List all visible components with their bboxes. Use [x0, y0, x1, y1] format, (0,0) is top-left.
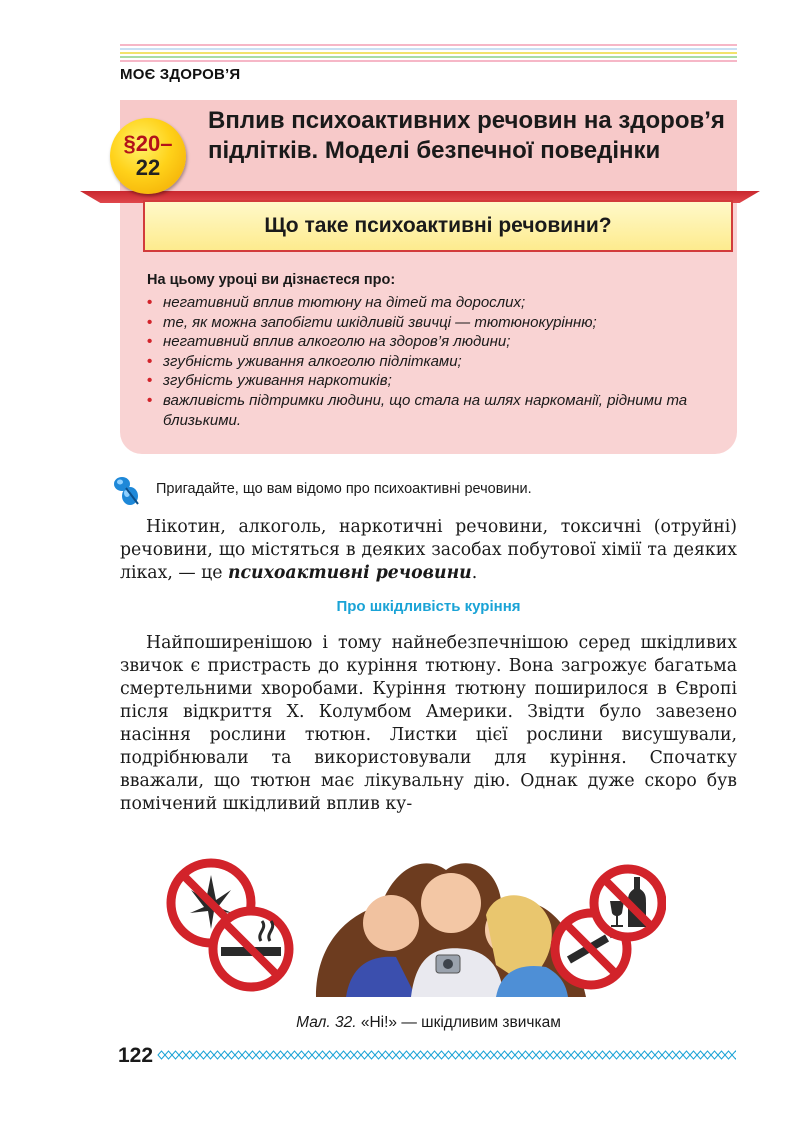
diamond-ornament [711, 1051, 718, 1059]
diamond-ornament [158, 1051, 165, 1059]
diamond-ornament [550, 1051, 557, 1059]
learn-item: • важливість підтримки людини, що стала на шлях наркоманії, рідними та близькими. [147, 391, 688, 429]
diamond-ornament [613, 1051, 620, 1059]
diamond-ornament [270, 1051, 277, 1059]
diamond-ornament [305, 1051, 312, 1059]
lesson-title: Вплив психоактивних речовин на здоров’я підлітків. Моделі безпечної поведінки [208, 107, 725, 164]
stripe [120, 56, 737, 58]
diamond-ornament [340, 1051, 347, 1059]
diamond-ornament [375, 1051, 382, 1059]
diamond-ornament [326, 1051, 333, 1059]
learn-item: • негативний вплив алкоголю на здоров’я людини; [147, 333, 511, 351]
paragraph-intro: Нікотин, алкоголь, наркотичні речовини, токсичні (отруйні) речовини, що містяться в деяких засобах побутової хімії та деяких ліках, — це психоактивні речовини. [120, 517, 737, 583]
learn-heading: На цьому уроці ви дізнаєтеся про: [147, 272, 396, 288]
diamond-ornament [256, 1051, 263, 1059]
figure-caption [120, 1014, 737, 1032]
lesson-question: Що таке психоактивні речовини? [264, 214, 612, 237]
diamond-ornament [389, 1051, 396, 1059]
diamond-ornament [319, 1051, 326, 1059]
diamond-ornament [193, 1051, 200, 1059]
learn-item: • згубність уживання алкоголю підлітками; [147, 352, 462, 370]
diamond-ornament [718, 1051, 725, 1059]
diamond-ornament [648, 1051, 655, 1059]
diamond-ornament [704, 1051, 711, 1059]
diamond-ornament [438, 1051, 445, 1059]
diamond-ornament [585, 1051, 592, 1059]
no-alcohol-sign-icon [594, 869, 662, 937]
diamond-ornament [697, 1051, 704, 1059]
learn-list [147, 293, 717, 430]
figure-caption-text: «Ні!» — шкідливим звичкам [356, 1014, 561, 1031]
diamond-ornament [445, 1051, 452, 1059]
diamond-ornament [655, 1051, 662, 1059]
teens-photo [316, 863, 586, 997]
diamond-ornament [480, 1051, 487, 1059]
recall-prompt: Пригадайте, що вам відомо про психоактивні речовини. [156, 481, 532, 497]
diamond-ornament [501, 1051, 508, 1059]
paragraph-number-line2: 22 [135, 155, 161, 180]
decorative-stripes [120, 44, 737, 64]
diamond-ornament [564, 1051, 571, 1059]
diamond-ornament [592, 1051, 599, 1059]
diamond-ornament [396, 1051, 403, 1059]
stripe [120, 48, 737, 50]
learn-item: • згубність уживання наркотиків; [147, 372, 392, 390]
diamond-ornament [578, 1051, 585, 1059]
diamond-ornament [165, 1051, 172, 1059]
diamond-ornament [214, 1051, 221, 1059]
diamond-ornament [249, 1051, 256, 1059]
diamond-ornament [662, 1051, 669, 1059]
diamond-ornament [312, 1051, 319, 1059]
diamond-ornament [529, 1051, 536, 1059]
decorative-diamond-border [156, 1049, 736, 1061]
paragraph-smoking: Найпоширенішою і тому найнебезпечнішою серед шкідливих звичок є пристрасть до куріння тютюну. Вона загрожує багатьма смертельними хворобами. Куріння тютюну поширилося в Європі після відкриття Х. Колумбом Америки. Звідти було завезено насіння рослини тютюн. Листки цієї рослини висушували, подрібнювали та використовували для куріння. Спочатку вважали, що тютюн має лікувальну дію. Однак дуже скоро був помічений шкідливий вплив ку- [120, 633, 737, 814]
diamond-ornament [641, 1051, 648, 1059]
diamond-ornament [361, 1051, 368, 1059]
learn-item: • те, як можна запобігти шкідливій звичці — тютюнокурінню; [147, 313, 597, 331]
diamond-ornament [221, 1051, 228, 1059]
diamond-ornament [599, 1051, 606, 1059]
learn-item: • негативний вплив тютюну на дітей та дорослих; [147, 294, 526, 311]
diamond-ornament [207, 1051, 214, 1059]
diamond-ornament [410, 1051, 417, 1059]
diamond-ornament [627, 1051, 634, 1059]
diamond-ornament [536, 1051, 543, 1059]
illustration-no-bad-habits [166, 845, 666, 997]
diamond-ornament [494, 1051, 501, 1059]
diamond-ornament [403, 1051, 410, 1059]
emphasis-term: психоактивні речовини [227, 563, 472, 583]
diamond-ornament [557, 1051, 564, 1059]
diamond-ornament [354, 1051, 361, 1059]
diamond-ornament [620, 1051, 627, 1059]
paragraph-number-badge [110, 118, 186, 194]
diamond-ornament [347, 1051, 354, 1059]
diamond-ornament [284, 1051, 291, 1059]
paragraph-number-line1: §20– [123, 131, 173, 156]
no-smoking-sign-icon [213, 911, 289, 987]
diamond-ornament [298, 1051, 305, 1059]
diamond-ornament [263, 1051, 270, 1059]
diamond-ornament [606, 1051, 613, 1059]
page-number: 122 [118, 1044, 154, 1067]
diamond-ornament [508, 1051, 515, 1059]
figure-label: Мал. 32. [296, 1014, 357, 1031]
diamond-ornament [172, 1051, 179, 1059]
diamond-ornament [732, 1051, 736, 1059]
diamond-ornament [368, 1051, 375, 1059]
lesson-question-box [143, 200, 733, 252]
stripe [120, 60, 737, 62]
stripe [120, 52, 737, 54]
diamond-ornament [683, 1051, 690, 1059]
diamond-ornament [431, 1051, 438, 1059]
diamond-ornament [676, 1051, 683, 1059]
pushpin-icon [112, 474, 148, 508]
diamond-ornament [515, 1051, 522, 1059]
diamond-ornament [382, 1051, 389, 1059]
diamond-ornament [571, 1051, 578, 1059]
diamond-ornament [634, 1051, 641, 1059]
section-label: МОЄ ЗДОРОВ’Я [120, 66, 241, 83]
diamond-ornament [452, 1051, 459, 1059]
diamond-ornament [291, 1051, 298, 1059]
diamond-ornament [487, 1051, 494, 1059]
diamond-ornament [333, 1051, 340, 1059]
diamond-ornament [669, 1051, 676, 1059]
diamond-ornament [690, 1051, 697, 1059]
diamond-ornament [466, 1051, 473, 1059]
diamond-ornament [725, 1051, 732, 1059]
diamond-ornament [186, 1051, 193, 1059]
diamond-ornament [235, 1051, 242, 1059]
diamond-ornament [277, 1051, 284, 1059]
subheading: Про шкідливість куріння [336, 598, 521, 615]
diamond-ornament [242, 1051, 249, 1059]
diamond-ornament [473, 1051, 480, 1059]
stripe [120, 44, 737, 46]
diamond-ornament [543, 1051, 550, 1059]
diamond-ornament [522, 1051, 529, 1059]
diamond-ornament [200, 1051, 207, 1059]
diamond-ornament [424, 1051, 431, 1059]
diamond-ornament [228, 1051, 235, 1059]
diamond-ornament [179, 1051, 186, 1059]
diamond-ornament [417, 1051, 424, 1059]
diamond-ornament [459, 1051, 466, 1059]
